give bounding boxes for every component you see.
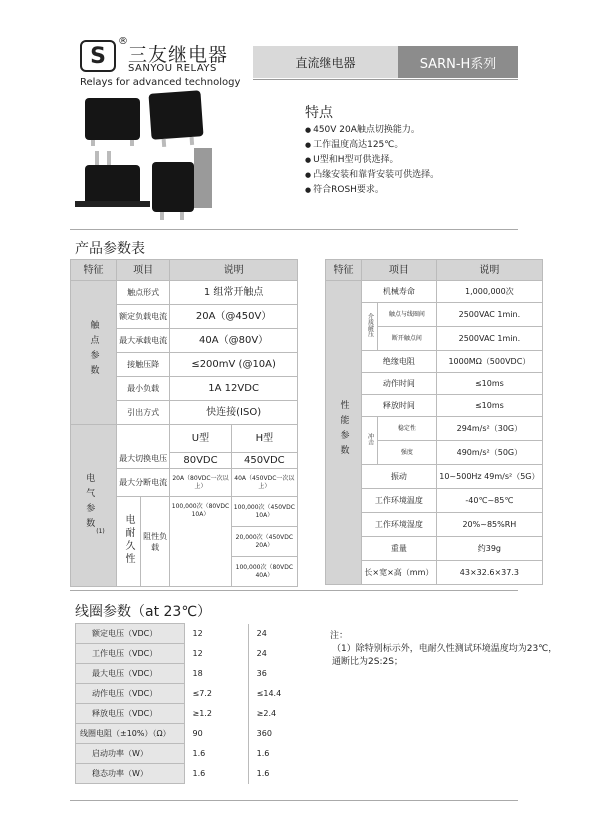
col-header: 特征 [326,260,362,281]
row-label: 稳定性 [378,417,437,441]
row-label: 额定负载电流 [117,305,170,329]
coil-value-24v: 24 [248,644,313,664]
u-type-endurance: 100,000次（80VDC 10A） [170,497,231,587]
electrical-group-label: 电气参数 (1) [71,425,117,587]
coil-value-12v: 12 [184,624,248,644]
coil-title: 线圈参数（at 23℃） [75,604,212,620]
company-name-en: SANYOU RELAYS [128,63,217,74]
row-label: 触点形式 [117,281,170,305]
h-type-break: 40A（450VDC一次以上） [231,469,297,497]
params-table-left [70,259,298,587]
coil-value-24v: 1.6 [248,744,313,764]
section-divider [70,229,518,230]
coil-value-12v: 18 [184,664,248,684]
relay-image-3 [85,165,140,205]
row-label: 断开触点间 [378,327,437,351]
coil-param: 线圈电阻（±10%）（Ω） [76,724,185,744]
h-type-voltage: 450VDC [231,453,297,469]
row-value: 294m/s²（30G） [436,417,542,441]
coil-value-24v: ≥2.4 [248,704,313,724]
relay-image-1 [85,98,140,140]
row-label: 工作环境温度 [362,489,437,513]
endurance-label: 电耐久性 [117,497,141,587]
coil-param: 工作电压（VDC） [76,644,185,664]
h-type-header: H型 [231,425,297,453]
row-label: 机械寿命 [362,281,437,303]
row-label: 释放时间 [362,395,437,417]
coil-param: 释放电压（VDC） [76,704,185,724]
row-value: 2500VAC 1min. [436,327,542,351]
header-divider [253,79,518,80]
footer-divider [70,800,518,801]
row-label: 长×宽×高（mm） [362,561,437,585]
col-header: 项目 [117,260,170,281]
row-label: 强度 [378,441,437,465]
notes-text: （1）除特别标示外，电耐久性测试环境温度均为23℃，通断比为2S:2S； [332,644,558,667]
shock-label: 冲击 [362,417,378,465]
coil-table [75,623,313,784]
col-header: 项目 [362,260,437,281]
coil-value-12v: 1.6 [184,764,248,784]
row-value: 1,000,000次 [436,281,542,303]
row-label: 最大分断电流 [117,469,170,497]
row-value: 2500VAC 1min. [436,303,542,327]
coil-param: 启动功率（W） [76,744,185,764]
notes [330,630,560,669]
features-list [305,123,439,198]
company-name-cn: 三友继电器 [128,44,229,66]
feature-item: ● 凸缘安装和靠背安装可供选择。 [305,168,439,183]
section-divider [70,590,518,591]
u-type-header: U型 [170,425,231,453]
row-label: 动作时间 [362,373,437,395]
coil-param: 最大电压（VDC） [76,664,185,684]
company-logo [80,40,116,72]
coil-value-24v: ≤14.4 [248,684,313,704]
coil-value-12v: 12 [184,644,248,664]
coil-value-24v: 1.6 [248,764,313,784]
col-header: 特征 [71,260,117,281]
row-value: ≤10ms [436,373,542,395]
col-header: 说明 [436,260,542,281]
row-value: 10~500Hz 49m/s²（5G） [436,465,542,489]
row-label: 最小负载 [117,377,170,401]
h-type-endurance: 100,000次（450VDC 10A） [231,497,297,527]
coil-value-24v: 24 [248,624,313,644]
row-value: 约39g [436,537,542,561]
row-label: 引出方式 [117,401,170,425]
coil-value-24v: 36 [248,664,313,684]
feature-item: ● 符合ROSH要求。 [305,183,439,198]
coil-param: 稳态功率（W） [76,764,185,784]
row-value: -40℃~85℃ [436,489,542,513]
feature-item: ● 工作温度高达125℃。 [305,138,439,153]
row-value: 20%~85%RH [436,513,542,537]
row-label: 最大承载电流 [117,329,170,353]
feature-item: ● U型和H型可供选择。 [305,153,439,168]
u-type-break: 20A（80VDC一次以上） [170,469,231,497]
coil-value-12v: 90 [184,724,248,744]
row-label: 重量 [362,537,437,561]
coil-value-12v: ≥1.2 [184,704,248,724]
row-value: 快连接(ISO) [170,401,298,425]
relay-image-2 [148,90,203,140]
feature-item: ● 450V 20A触点切换能力。 [305,123,439,138]
category-label: 直流继电器 [253,46,398,78]
row-value: 20A（@450V） [170,305,298,329]
logo-letter: S [90,43,106,69]
relay-image-4 [152,162,194,212]
row-label: 振动 [362,465,437,489]
row-value: ≤10ms [436,395,542,417]
resistive-load-label: 阻性负载 [141,497,170,587]
row-value: 1A 12VDC [170,377,298,401]
row-value: 43×32.6×37.3 [436,561,542,585]
features-title: 特点 [305,105,333,121]
row-label: 触点与线圈间 [378,303,437,327]
row-label: 绝缘电阻 [362,351,437,373]
row-value: 40A（@80V） [170,329,298,353]
row-value: 1000MΩ（500VDC） [436,351,542,373]
row-label: 接触压降 [117,353,170,377]
h-type-endurance: 20,000次（450VDC 20A） [231,527,297,557]
row-label: 工作环境湿度 [362,513,437,537]
row-value: 1 组常开触点 [170,281,298,305]
contact-group-label: 触点参数 [71,281,117,425]
coil-param: 动作电压（VDC） [76,684,185,704]
coil-value-12v: 1.6 [184,744,248,764]
row-label: 最大切换电压 [117,425,170,469]
h-type-endurance: 100,000次（80VDC 40A） [231,557,297,587]
u-type-voltage: 80VDC [170,453,231,469]
coil-value-12v: ≤7.2 [184,684,248,704]
row-value: 490m/s²（50G） [436,441,542,465]
notes-label: 注： [330,631,349,641]
company-tagline: Relays for advanced technology [80,77,241,88]
dielectric-label: 介质耐压 [362,303,378,351]
params-table-right [325,259,543,585]
params-title: 产品参数表 [75,241,145,257]
coil-value-24v: 360 [248,724,313,744]
performance-group-label: 性能参数 [326,281,362,585]
series-label: SARN-H系列 [398,46,518,78]
coil-param: 额定电压（VDC） [76,624,185,644]
row-value: ≤200mV (@10A) [170,353,298,377]
col-header: 说明 [170,260,298,281]
registered-mark: ® [118,36,128,47]
